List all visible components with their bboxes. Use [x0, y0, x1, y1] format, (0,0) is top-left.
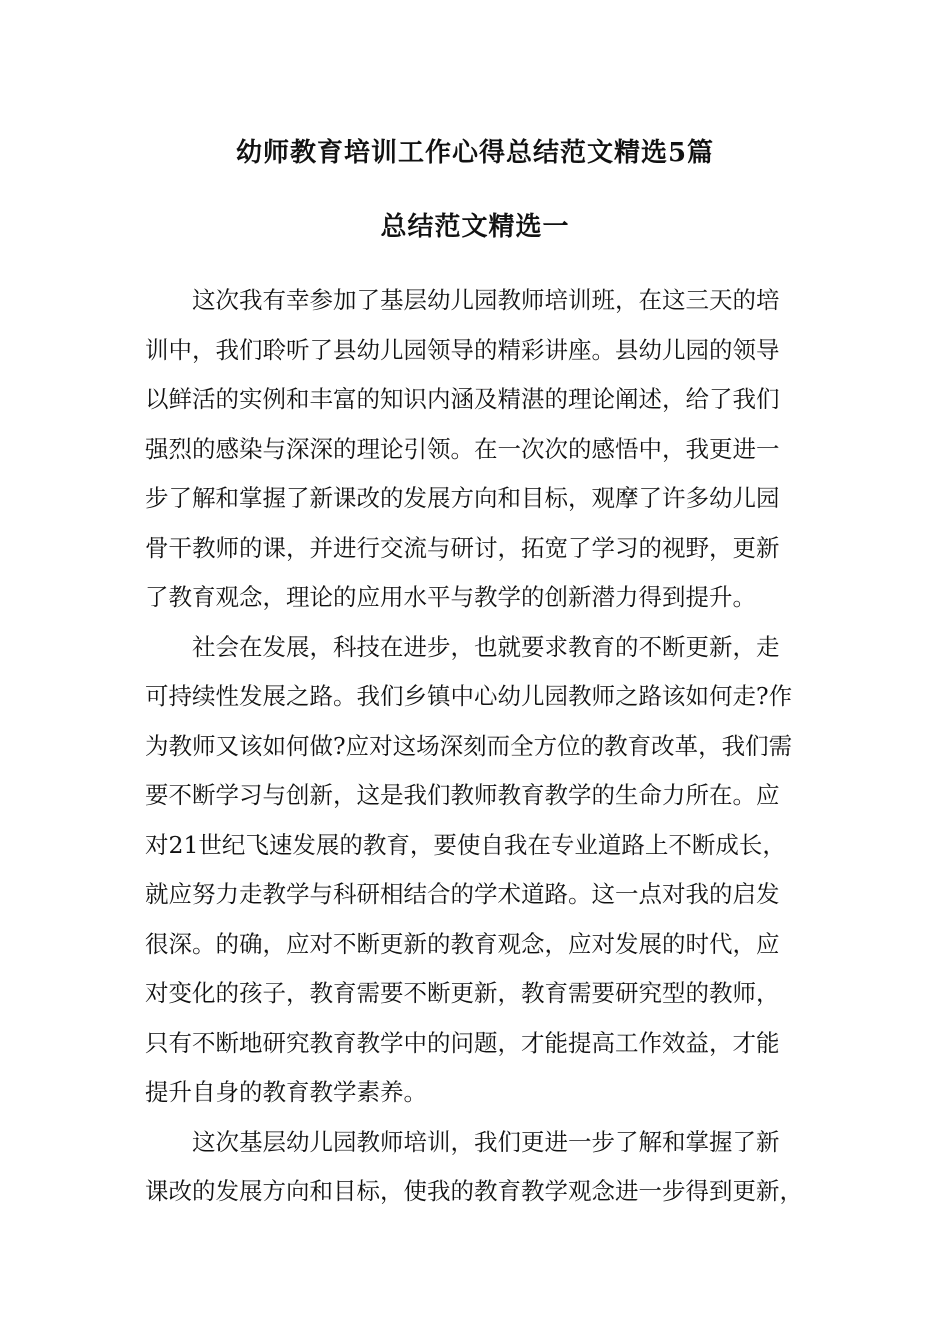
- paragraph-2-line-6: 就应努力走教学与科研相结合的学术道路。这一点对我的启发: [145, 880, 780, 908]
- paragraph-2-line-5: 对21世纪飞速发展的教育，要使自我在专业道路上不断成长，: [145, 830, 786, 859]
- paragraph-2-line-10: 提升自身的教育教学素养。: [145, 1078, 427, 1106]
- paragraph-3-line-1: 这次基层幼儿园教师培训，我们更进一步了解和掌握了新: [192, 1127, 780, 1156]
- paragraph-1-line-2: 训中，我们聆听了县幼儿园领导的精彩讲座。县幼儿园的领导: [145, 335, 780, 364]
- paragraph-1-line-3: 以鲜活的实例和丰富的知识内涵及精湛的理论阐述，给了我们: [145, 385, 780, 413]
- paragraph-2-line-7: 很深。的确，应对不断更新的教育观念，应对发展的时代，应: [145, 929, 780, 958]
- paragraph-1-line-1: 这次我有幸参加了基层幼儿园教师培训班，在这三天的培: [192, 286, 780, 314]
- paragraph-2-line-8: 对变化的孩子，教育需要不断更新，教育需要研究型的教师，: [145, 979, 780, 1007]
- paragraph-2-line-3: 为教师又该如何做?应对这场深刻而全方位的教育改革，我们需: [145, 731, 793, 760]
- paragraph-2-line-2: 可持续性发展之路。我们乡镇中心幼儿园教师之路该如何走?作: [145, 682, 793, 710]
- paragraph-1-line-5: 步了解和掌握了新课改的发展方向和目标，观摩了许多幼儿园: [145, 484, 780, 512]
- paragraph-1-line-4: 强烈的感染与深深的理论引领。在一次次的感悟中，我更进一: [145, 434, 780, 463]
- paragraph-1-line-6: 骨干教师的课，并进行交流与研讨，拓宽了学习的视野，更新: [145, 533, 780, 562]
- paragraph-3-line-2: 课改的发展方向和目标，使我的教育教学观念进一步得到更新，: [145, 1177, 803, 1205]
- paragraph-1-line-7: 了教育观念，理论的应用水平与教学的创新潜力得到提升。: [145, 583, 756, 611]
- body-text: [145, 276, 835, 1217]
- paragraph-2-line-4: 要不断学习与创新，这是我们教师教育教学的生命力所在。应: [145, 781, 780, 809]
- section-heading: 总结范文精选一: [380, 212, 570, 242]
- document-title: 幼师教育培训工作心得总结范文精选5篇: [235, 138, 715, 168]
- paragraph-2-line-1: 社会在发展，科技在进步，也就要求教育的不断更新，走: [192, 632, 780, 661]
- paragraph-2-line-9: 只有不断地研究教育教学中的问题，才能提高工作效益，才能: [145, 1028, 780, 1057]
